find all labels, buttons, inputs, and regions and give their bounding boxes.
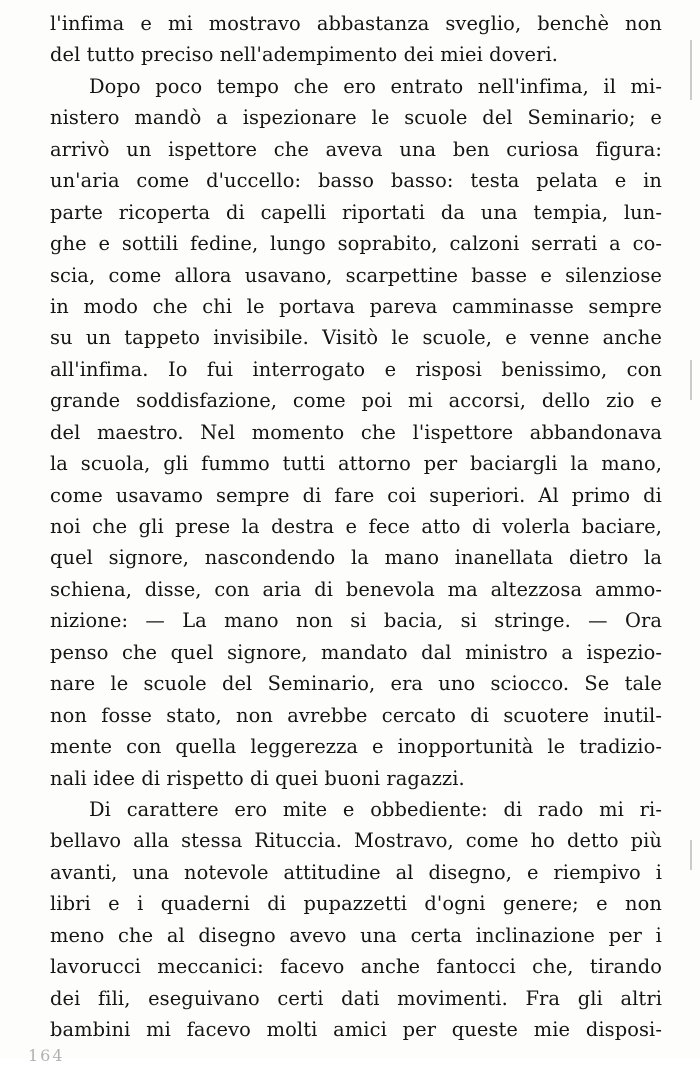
text-line: del tutto preciso nell'adempimento dei miei doveri. xyxy=(50,43,559,67)
text-line: nistero mandò a ispezionare le scuole del Seminario; e xyxy=(50,106,662,130)
text-line: quel signore, nascondendo la mano inanellata dietro la xyxy=(50,546,662,570)
scan-margin-mark xyxy=(690,360,692,400)
scan-margin-mark xyxy=(690,840,692,870)
text-line: Di carattere ero mite e obbediente: di rado mi ri- xyxy=(89,797,662,821)
text-line: mente con quella leggerezza e inopportunità le tradizio- xyxy=(50,735,662,759)
page-number: 164 xyxy=(28,1046,65,1065)
text-line: come usavamo sempre di fare coi superiori. Al primo di xyxy=(50,483,662,507)
text-line: all'infima. Io fui interrogato e risposi benissimo, con xyxy=(50,357,662,381)
text-line: in modo che chi le portava pareva camminasse sempre xyxy=(50,294,662,318)
text-line: lavorucci meccanici: facevo anche fantocci che, tirando xyxy=(50,955,662,979)
text-line: del maestro. Nel momento che l'ispettore abbandonava xyxy=(50,420,662,444)
text-line: scia, come allora usavano, scarpettine basse e silenziose xyxy=(50,263,662,287)
text-line: nali idee di rispetto di quei buoni ragazzi. xyxy=(50,766,465,790)
text-line: un'aria come d'uccello: basso basso: testa pelata e in xyxy=(50,169,662,193)
text-line: noi che gli prese la destra e fece atto di volerla baciare, xyxy=(50,515,662,538)
text-line: nizione: — La mano non si bacia, si stringe. — Ora xyxy=(50,609,662,633)
text-line: penso che quel signore, mandato dal ministro a ispezio- xyxy=(50,640,662,664)
text-line: grande soddisfazione, come poi mi accorsi, dello zio e xyxy=(50,389,662,413)
text-line: su un tappeto invisibile. Visitò le scuole, e venne anche xyxy=(50,326,662,350)
text-line: non fosse stato, non avrebbe cercato di scuotere inutil- xyxy=(50,703,662,727)
text-line: avanti, una notevole attitudine al disegno, e riempivo i xyxy=(50,860,662,884)
text-line: meno che al disegno avevo una certa inclinazione per i xyxy=(50,923,662,947)
text-line: ghe e sottili fedine, lungo soprabito, calzoni serrati a co- xyxy=(50,232,662,256)
text-line: nare le scuole del Seminario, era uno sciocco. Se tale xyxy=(50,672,662,696)
text-line: la scuola, gli fummo tutti attorno per baciargli la mano, xyxy=(50,452,662,476)
text-line: arrivò un ispettore che aveva una ben curiosa figura: xyxy=(50,137,662,161)
text-line: dei fili, eseguivano certi dati movimenti. Fra gli altri xyxy=(50,986,662,1010)
page-text xyxy=(50,8,662,1045)
text-line: Dopo poco tempo che ero entrato nell'infima, il mi- xyxy=(89,74,662,98)
text-line: libri e i quaderni di pupazzetti d'ogni genere; e non xyxy=(50,892,662,916)
text-line: l'infima e mi mostravo abbastanza sveglio, benchè non xyxy=(50,12,662,35)
text-line: bellavo alla stessa Rituccia. Mostravo, come ho detto più xyxy=(50,829,662,853)
scan-margin-mark xyxy=(690,40,692,100)
text-line: schiena, disse, con aria di benevola ma altezzosa ammo- xyxy=(50,577,662,601)
text-line: bambini mi facevo molti amici per queste mie disposi- xyxy=(50,1018,662,1041)
text-line: parte ricoperta di capelli riportati da una tempia, lun- xyxy=(50,200,662,224)
